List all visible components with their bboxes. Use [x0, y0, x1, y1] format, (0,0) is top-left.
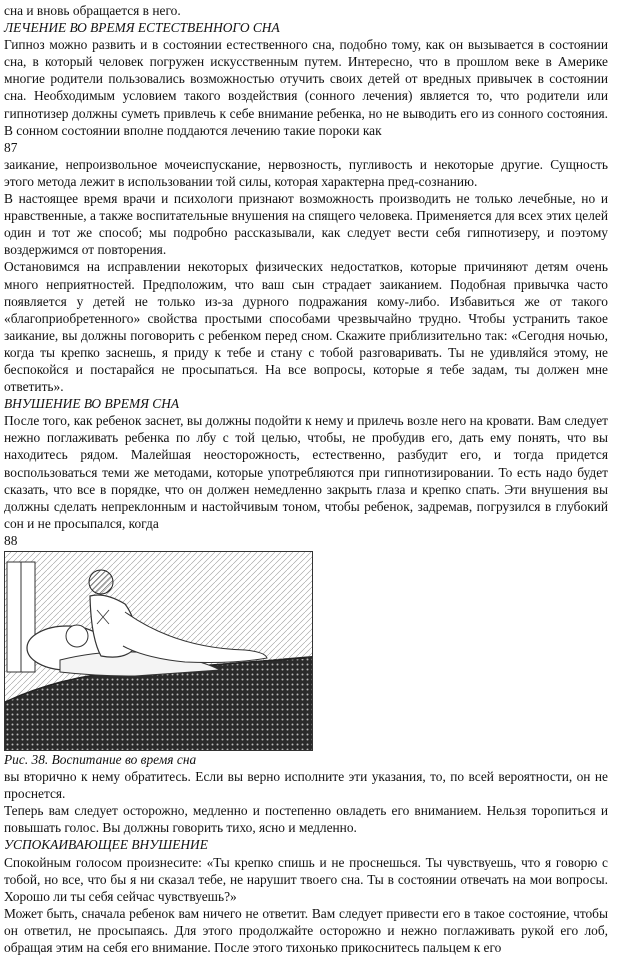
paragraph-7: Теперь вам следует осторожно, медленно и постепенно овладеть его вниманием. Нельзя торопиться и повышать голос. Вы должны говорить тихо, ясно и медленно. [4, 803, 608, 836]
paragraph-3: В настоящее время врачи и психологи признают возможность производить не только лечебные, но и нравственные, а также воспитательные внушения на спящего человека. Применяется для всех этих целей один и тот же способ; мы подробно рассказывали, как следует вести себя гипнотизеру, и поэтому воздержимся от повторения. [4, 191, 608, 258]
document-page [4, 0, 608, 956]
top-line: сна и вновь обращается в него. [4, 3, 181, 18]
page-number-88: 88 [4, 532, 18, 548]
paragraph-5: После того, как ребенок заснет, вы должны подойти к нему и прилечь возле него на кровати. Вам следует нежно поглаживать ребенка по лбу с той целью, чтобы, не пробудив его, дать ему понять, что вы находитесь рядом. Малейшая неосторожность, естественно, разбудит его, и тогда придется воспользоваться теми же методами, которые употребляются при гипнотизировании. То есть надо будет сказать, что все в порядке, что он должен немедленно закрыть глаза и крепко спать. Эти внушения вы должны сделать непреклонным и настойчивым тоном, чтобы ребенок, задремав, погрузился в глубокий сон и не просыпался, когда [4, 413, 608, 531]
paragraph-6: вы вторично к нему обратитесь. Если вы верно исполните эти указания, то, по всей вероятности, он не проснется. [4, 769, 608, 802]
paragraph-4: Остановимся на исправлении некоторых физических недостатков, которые причиняют детям очень много неприятностей. Предположим, что ваш сын страдает заиканием. Подобная привычка часто появляется у детей не только из-за дурного подражания кому-либо. Избавиться же от такого «благоприобретенного» свойства простыми способами чрезвычайно трудно. Чтобы устранить такое заикание, вы должны поговорить с ребенком перед сном. Скажите приблизительно так: «Сегодня ночью, когда ты крепко заснешь, я приду к тебе и стану с тобой разговаривать. Ты не удивляйся этому, не беспокойся и постарайся не просыпаться. На все вопросы, которые я тебе задам, ты должен мне ответить». [4, 259, 608, 395]
paragraph-9: Может быть, сначала ребенок вам ничего не ответит. Вам следует привести его в такое состояние, чтобы он ответил, не просыпаясь. Для этого продолжайте осторожно и нежно поглаживать рукой его лоб, обращая этим на себя его внимание. После этого тихонько прикоснитесь пальцем к его [4, 905, 608, 956]
figure-caption: Рис. 38. Воспитание во время сна [4, 752, 197, 767]
section-heading-natural-sleep: ЛЕЧЕНИЕ ВО ВРЕМЯ ЕСТЕСТВЕННОГО СНА [4, 20, 280, 36]
paragraph-2: заикание, непроизвольное мочеиспускание, нервозность, пугливость и некоторые другие. Сущность этого метода лежит в использовании той силы, которая характерна пред-сознанию. [4, 156, 608, 189]
illustration-figure-38 [4, 551, 313, 751]
sleeping-child-illustration [5, 552, 312, 750]
paragraph-1: Гипноз можно развить и в состоянии естественного сна, подобно тому, как он вызывается в состоянии сна, в который человек погружен искусственным путем. Интересно, что в прошлом веке в Америке многие родители пользовались возможностью отучить своих детей от вредных привычек в состоянии сна. Необходимым условием такого воздействия (сонного лечения) является то, что родители или гипнотизер должны суметь привлечь к себе внимание ребенка, но не выводить его из сонного состояния. В сонном состоянии вполне поддаются лечению такие пороки как [4, 37, 608, 138]
section-heading-calming-suggestion: УСПОКАИВАЮЩЕЕ ВНУШЕНИЕ [4, 837, 208, 853]
section-heading-suggestion-in-sleep: ВНУШЕНИЕ ВО ВРЕМЯ СНА [4, 396, 180, 412]
paragraph-8: Спокойным голосом произнесите: «Ты крепко спишь и не проснешься. Ты чувствуешь, что я говорю с тобой, но все, что бы я ни сказал тебе, не нарушит твоего сна. Ты в состоянии отвечать на мои вопросы. Хорошо ли ты себя сейчас чувствуешь?» [4, 854, 608, 904]
page-number-87: 87 [4, 139, 18, 155]
